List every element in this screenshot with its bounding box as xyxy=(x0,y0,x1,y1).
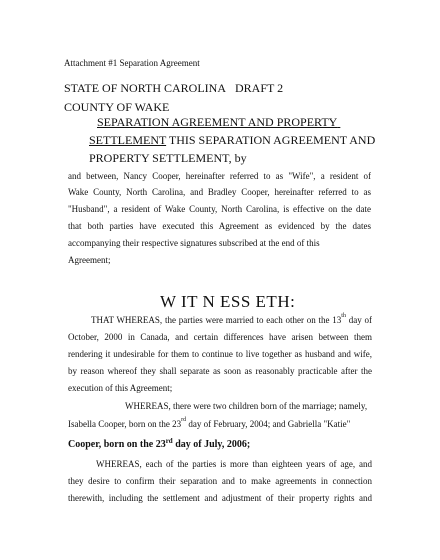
draft-label: DRAFT 2 xyxy=(235,81,284,95)
county-heading: COUNTY OF WAKE xyxy=(64,100,170,114)
p1-line-1 xyxy=(91,315,372,325)
title-line-1 xyxy=(97,115,340,130)
p1-line-1-b: day of xyxy=(345,315,372,325)
state-heading: STATE OF NORTH CAROLINA xyxy=(64,81,226,95)
p1-line-1-a: THAT WHEREAS, the parties were married to each other on the 13 xyxy=(91,315,342,325)
title-line-2-rest: THIS SEPARATION AGREEMENT AND xyxy=(166,133,376,147)
p2-line-1: WHEREAS, there were two children born of the marriage; namely, xyxy=(125,401,368,411)
attachment-label: Attachment #1 Separation Agreement xyxy=(64,58,200,68)
title-line-3: PROPERTY SETTLEMENT, by xyxy=(89,151,247,165)
intro-line-4: that both parties have executed this Agreement as evidenced by the dates xyxy=(68,221,371,231)
witnesseth-heading: W IT N ESS ETH: xyxy=(160,292,296,311)
p2-line-3-sup: rd xyxy=(165,437,173,445)
title-settlement: SETTLEMENT xyxy=(89,133,167,147)
p1-line-1-sup: th xyxy=(341,313,346,319)
intro-line-5: accompanying their respective signatures subscribed at the end of this xyxy=(68,238,320,248)
p2-line-2-sup: rd xyxy=(181,417,187,423)
p2-line-2-b: day of February, 2004; and Gabriella "Katie" xyxy=(186,419,351,429)
p2-line-3-b: day of July, 2006; xyxy=(172,439,251,450)
p1-line-5: execution of this Agreement; xyxy=(68,383,173,393)
title-line-1-text: SEPARATION AGREEMENT AND PROPERTY xyxy=(97,115,338,129)
p3-line-3: therewith, including the settlement and adjustment of their property rights and xyxy=(68,493,372,503)
p1-line-3: rendering it undesirable for them to continue to live together as husband and wife, xyxy=(68,349,372,359)
intro-line-3: "Husband", a resident of Wake County, North Carolina, is effective on the date xyxy=(68,204,371,214)
intro-line-1: and between, Nancy Cooper, hereinafter referred to as "Wife", a resident of xyxy=(68,171,371,181)
p2-line-3-a: Cooper, born on the 23 xyxy=(68,439,166,450)
intro-line-6: Agreement; xyxy=(68,255,111,265)
p1-line-2: October, 2000 in Canada, and certain differences have arisen between them xyxy=(68,332,372,342)
p1-line-4: by reason whereof they shall separate as soon as reasonably practicable after the xyxy=(68,366,372,376)
p3-line-2: they desire to confirm their separation and to make agreements in connection xyxy=(68,476,372,486)
p2-line-3 xyxy=(68,439,250,450)
intro-line-2: Wake County, North Carolina, and Bradley Cooper, hereinafter referred to as xyxy=(68,187,371,197)
p2-line-2 xyxy=(68,419,350,429)
title-line-2 xyxy=(89,133,375,148)
p2-line-2-a: Isabella Cooper, born on the 23 xyxy=(68,419,182,429)
p3-line-1: WHEREAS, each of the parties is more than eighteen years of age, and xyxy=(96,459,372,469)
